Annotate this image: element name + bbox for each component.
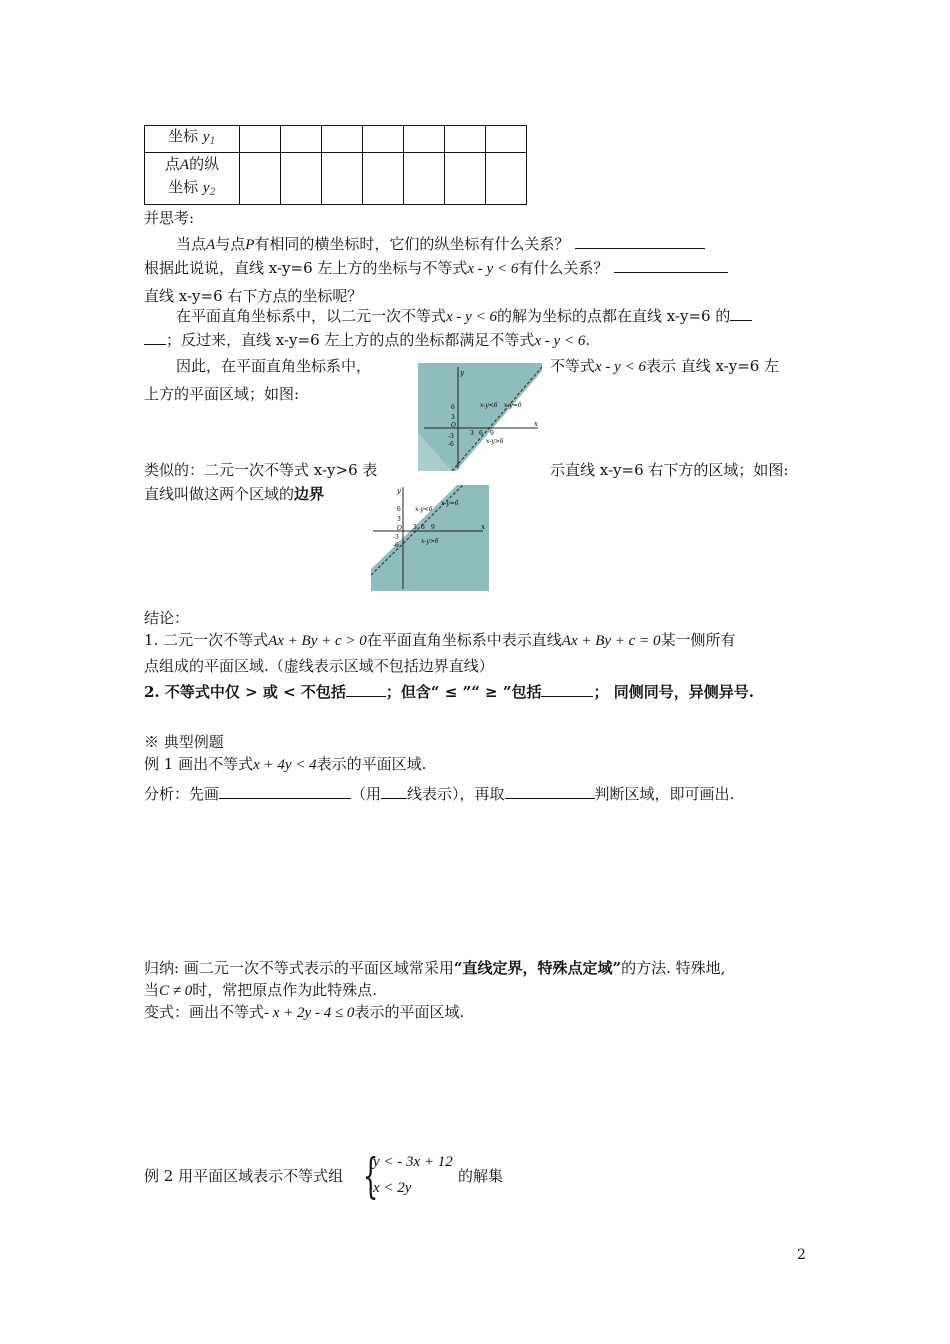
text: 时，常把原点作为此特殊点. [192, 981, 378, 999]
figure-region-below [371, 485, 489, 591]
conclusion-heading: 结论： [144, 609, 190, 627]
point-a: A [206, 237, 216, 253]
point-p: P [245, 237, 255, 253]
tick-label: -6 [393, 542, 399, 549]
text: （用 [351, 785, 382, 803]
paragraph-1 [176, 306, 752, 327]
tick-label: -3 [393, 534, 399, 541]
summary-2 [144, 980, 377, 1001]
region-label: x-y<6 [480, 402, 498, 409]
example-1 [144, 754, 426, 775]
paragraph-5b: 示直线 x-y=6 右下方的区域；如图: [550, 461, 789, 479]
tick-label: 9 [490, 430, 494, 437]
text: 不等式 [550, 357, 596, 375]
inequality: x - y < 6 [595, 359, 646, 375]
summary-1 [144, 958, 725, 978]
inequality: - x + 2y - 4 ≤ 0 [264, 1005, 355, 1021]
inequality: x - y < 6 [467, 261, 519, 277]
text: 有什么关系？ [518, 259, 609, 277]
table-cell [486, 153, 527, 205]
tick-label: 9 [431, 524, 435, 531]
answer-blank[interactable] [219, 784, 351, 799]
answer-blank[interactable] [381, 784, 407, 799]
text: 在平面直角坐标系中表示直线 [366, 631, 562, 649]
example-2-suffix: 的解集 [458, 1167, 504, 1185]
variation [144, 1002, 464, 1023]
table-cell [322, 153, 363, 205]
text: 表示的平面区域. [316, 755, 427, 773]
text: 1. 二元一次不等式 [144, 631, 269, 649]
row-label: 坐标 [168, 178, 199, 196]
question-3: 直线 x-y=6 右下方点的坐标呢？ [144, 287, 363, 305]
system-line-1: y < - 3x + 12 [373, 1154, 453, 1170]
tick-label: 6 [451, 404, 455, 411]
table-cell [281, 126, 322, 153]
system-line-2: x < 2y [373, 1180, 412, 1196]
tick-label: 6 [421, 524, 425, 531]
conclusion-2 [144, 682, 754, 702]
table-row [145, 153, 527, 205]
tick-label: 3 [413, 524, 417, 531]
text: 与点 [215, 235, 246, 253]
text: 当 [144, 981, 160, 999]
think-heading: 并思考: [144, 209, 195, 227]
text: ； 同侧同号，异侧异号. [593, 683, 754, 701]
text: 直线叫做这两个区域的 [144, 485, 295, 503]
condition: C ≠ 0 [159, 983, 193, 999]
origin-label: O [397, 525, 402, 532]
analysis [144, 784, 734, 804]
table-row [145, 126, 527, 153]
conclusion-1b: 点组成的平面区域.（虚线表示区域不包括边界直线） [144, 657, 494, 675]
tick-label: 6 [397, 506, 401, 513]
line-label: x-y=6 [441, 500, 459, 507]
bold-term: “直线定界，特殊点定域” [453, 959, 622, 977]
paragraph-3b [550, 356, 779, 377]
question-2 [144, 258, 728, 279]
paragraph-2 [144, 330, 590, 351]
row-point: A [179, 157, 190, 173]
row-label: 点 [164, 155, 180, 173]
y-axis-label: y [397, 487, 401, 495]
table-cell [404, 126, 445, 153]
coordinate-table [144, 125, 527, 205]
text: 线表示），再取 [407, 785, 505, 803]
region-label: x-y>6 [421, 538, 439, 545]
text: 2. 不等式中仅 > 或 < 不包括 [144, 683, 346, 701]
text: 当点 [176, 235, 207, 253]
x-axis-label: x [481, 523, 485, 531]
text: 归纳: 画二元一次不等式表示的平面区域常采用 [144, 959, 454, 977]
region-label: x-y>6 [486, 438, 504, 445]
answer-blank[interactable] [730, 306, 752, 321]
answer-blank[interactable] [575, 234, 705, 249]
row-sub: 1 [209, 136, 216, 147]
x-axis-label: x [534, 420, 538, 428]
tick-label: -6 [448, 441, 454, 448]
table-cell-label [145, 126, 240, 153]
bold-term: 边界 [294, 485, 325, 503]
text: 在平面直角坐标系中，以二元一次不等式 [176, 307, 447, 325]
row-label: 的纵 [189, 155, 220, 173]
answer-blank[interactable] [346, 682, 386, 697]
text: 表示的平面区域. [354, 1003, 465, 1021]
table-cell [363, 126, 404, 153]
inequality: x - y < 6 [534, 333, 586, 349]
text: 判断区域，即可画出. [594, 785, 735, 803]
equation: Ax + By + c = 0 [561, 633, 661, 649]
answer-blank[interactable] [505, 784, 595, 799]
region-label: x-y<6 [415, 506, 433, 513]
section-heading: ※ 典型例题 [144, 733, 224, 751]
table-cell [322, 126, 363, 153]
row-sub: 2 [209, 187, 216, 198]
paragraph-4: 上方的平面区域；如图: [144, 385, 300, 403]
text: ；反过来，直线 x-y=6 左上方的点的坐标都满足不等式 [166, 331, 535, 349]
table-cell [363, 153, 404, 205]
page-number: 2 [797, 1247, 806, 1263]
text: 变式：画出不等式 [144, 1003, 265, 1021]
table-cell [445, 126, 486, 153]
table-cell [281, 153, 322, 205]
answer-blank[interactable] [144, 330, 166, 345]
text: 某一侧所有 [660, 631, 736, 649]
example-2-label: 例 2 用平面区域表示不等式组 [144, 1167, 344, 1185]
table-cell [404, 153, 445, 205]
origin-label: O [451, 422, 456, 429]
conclusion-1a [144, 630, 735, 651]
figure-region-above [418, 363, 542, 471]
table-cell-label [145, 153, 240, 205]
question-1 [176, 234, 705, 255]
tick-label: 3 [470, 430, 474, 437]
inequality: x - y < 6 [446, 309, 497, 325]
tick-label: 6 [479, 430, 483, 437]
inequality: Ax + By + c > 0 [268, 633, 367, 649]
table-cell [445, 153, 486, 205]
row-var: y [202, 180, 210, 196]
line-label: x-y=6 [504, 402, 522, 409]
brace-icon: { [363, 1148, 379, 1204]
text: 有相同的横坐标时，它们的纵坐标有什么关系？ [254, 235, 570, 253]
table-cell [240, 126, 281, 153]
paragraph-6 [144, 484, 324, 504]
row-label: 坐标 [168, 127, 199, 145]
paragraph-3a: 因此，在平面直角坐标系中， [176, 357, 372, 375]
tick-label: -3 [448, 433, 454, 440]
text: 的解为坐标的点都在直线 x-y=6 的 [496, 307, 731, 325]
text: ；但含“ ≤ ”“ ≥ ”包括 [385, 683, 542, 701]
table-cell [240, 153, 281, 205]
y-axis-label: y [460, 369, 464, 377]
text: 表示 直线 x-y=6 左 [645, 357, 780, 375]
paragraph-5a: 类似的：二元一次不等式 x-y>6 表 [144, 461, 378, 479]
table-cell [486, 126, 527, 153]
row-var: y [202, 129, 210, 145]
inequality: x + 4y < 4 [253, 757, 317, 773]
text: . [585, 331, 591, 349]
text: 分析：先画 [144, 785, 220, 803]
tick-label: 3 [451, 414, 455, 421]
text: 根据此说说，直线 x-y=6 左上方的坐标与不等式 [144, 259, 468, 277]
text: 例 1 画出不等式 [144, 755, 254, 773]
tick-label: 3 [397, 516, 401, 523]
answer-blank[interactable] [541, 682, 593, 697]
text: 的方法. 特殊地, [621, 959, 726, 977]
answer-blank[interactable] [614, 258, 728, 273]
